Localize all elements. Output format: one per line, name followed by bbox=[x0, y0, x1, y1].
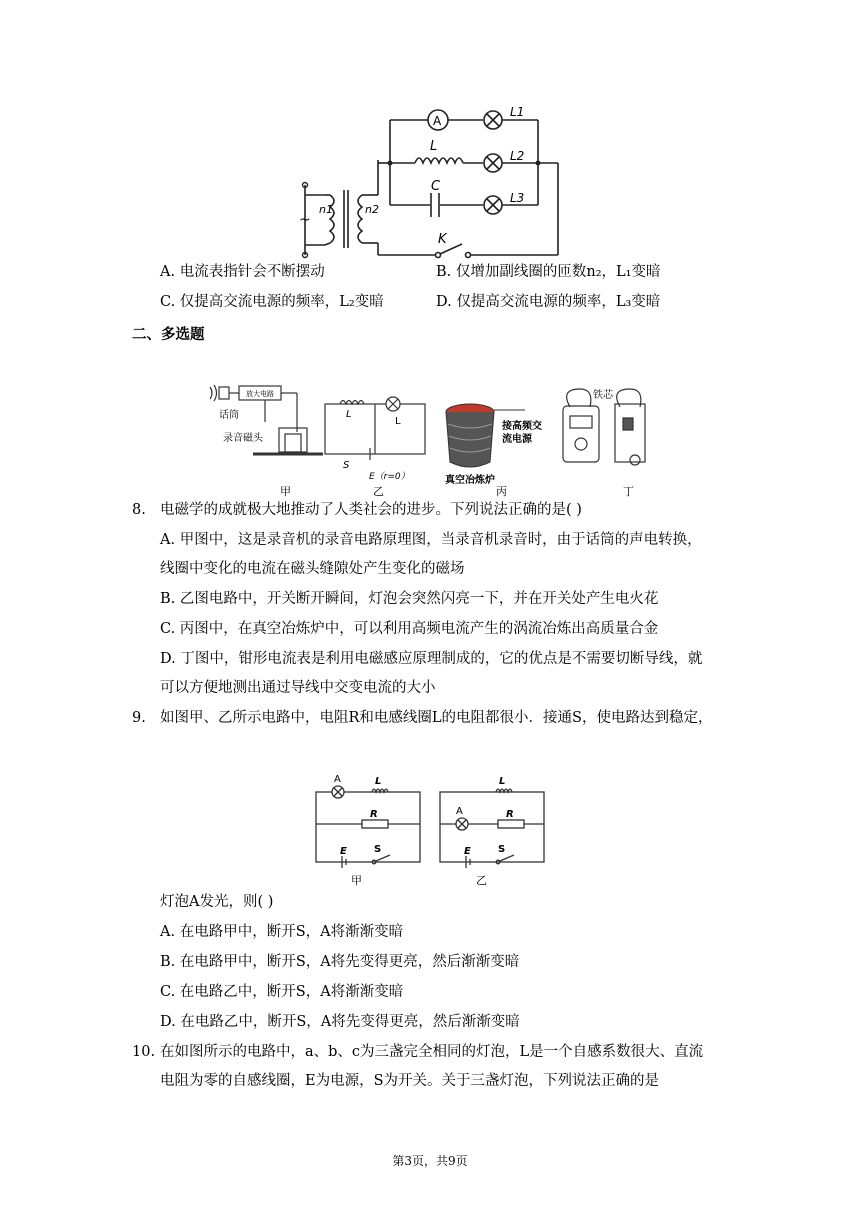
q7-option-b: B. 仅增加副线圈的匝数n₂，L₁变暗 bbox=[436, 264, 661, 280]
fig8-core-label: 铁芯 bbox=[593, 390, 613, 401]
n2-label: n2 bbox=[365, 203, 379, 216]
capacitor-label: C bbox=[431, 179, 441, 194]
q9-stem-continued: 灯泡A发光，则( ) bbox=[160, 894, 274, 910]
l3-label: L3 bbox=[510, 191, 525, 205]
fig9-yi-switch-label: S bbox=[498, 844, 506, 855]
fig9-yi-caption: 乙 bbox=[476, 874, 487, 887]
fig8-amp-label: 放大电路 bbox=[246, 390, 274, 398]
q10-line2: 电阻为零的自感线圈，E为电源，S为开关。关于三盏灯泡，下列说法正确的是 bbox=[160, 1073, 660, 1089]
q9-option-b: B. 在电路甲中，断开S，A将先变得更亮，然后渐渐变暗 bbox=[160, 954, 520, 970]
l1-label: L1 bbox=[510, 105, 525, 119]
fig9-yi-lamp-label: A bbox=[456, 806, 463, 817]
q7-option-d: D. 仅提高交流电源的频率，L₃变暗 bbox=[436, 294, 661, 310]
q8-option-a-line2: 线圈中变化的电流在磁头缝隙处产生变化的磁场 bbox=[160, 561, 465, 577]
q9-option-d: D. 在电路乙中，断开S，A将先变得更亮，然后渐渐变暗 bbox=[160, 1014, 520, 1030]
fig8-emf-label: E（r=0） bbox=[369, 472, 410, 482]
fig9-jia-lamp-label: A bbox=[334, 774, 341, 785]
q7-option-a: A. 电流表指针会不断摆动 bbox=[160, 264, 325, 280]
section-title: 二、多选题 bbox=[132, 327, 205, 343]
q10-line1: 在如图所示的电路中，a、b、c为三盏完全相同的灯泡，L是一个自感系数很大、直流 bbox=[160, 1044, 704, 1060]
fig9-jia-switch-label: S bbox=[374, 844, 382, 855]
q10-number: 10. bbox=[132, 1044, 156, 1060]
page-footer: 第3页，共9页 bbox=[392, 1154, 468, 1168]
l2-label: L2 bbox=[510, 149, 525, 163]
q8-option-d-line2: 可以方便地测出通过导线中交变电流的大小 bbox=[160, 680, 436, 696]
fig8-jia: 甲 bbox=[280, 485, 291, 498]
fig8-yi: 乙 bbox=[373, 485, 384, 498]
fig8-hf-label-2: 流电源 bbox=[502, 434, 532, 445]
fig8-head-label: 录音磁头 bbox=[223, 433, 263, 444]
fig8-mic-label: 话筒 bbox=[219, 410, 239, 421]
q8-option-b: B. 乙图电路中，开关断开瞬间，灯泡会突然闪亮一下，并在开关处产生电火花 bbox=[160, 591, 659, 607]
transformer-circuit-figure bbox=[290, 100, 570, 260]
ac-source-symbol: ~ bbox=[299, 212, 311, 228]
n1-label: n1 bbox=[319, 203, 333, 216]
fig9-jia-emf-label: E bbox=[340, 846, 347, 857]
rl-circuits-figure bbox=[310, 772, 550, 892]
fig8-switch-label: S bbox=[343, 460, 350, 471]
q8-option-c: C. 丙图中，在真空冶炼炉中，可以利用高频电流产生的涡流冶炼出高质量合金 bbox=[160, 621, 659, 637]
q8-number: 8. bbox=[132, 502, 146, 518]
fig8-ding: 丁 bbox=[623, 485, 634, 498]
inductor-label: L bbox=[430, 139, 438, 154]
ammeter-label: A bbox=[433, 114, 442, 128]
electromagnetism-four-figures bbox=[205, 382, 665, 502]
switch-label: K bbox=[438, 232, 447, 247]
fig9-jia-inductor-label: L bbox=[375, 776, 382, 787]
fig8-inductor-label: L bbox=[346, 409, 352, 420]
q8-option-d-line1: D. 丁图中，钳形电流表是利用电磁感应原理制成的，它的优点是不需要切断导线，就 bbox=[160, 651, 703, 667]
fig9-jia-caption: 甲 bbox=[351, 874, 362, 887]
fig9-yi-inductor-label: L bbox=[499, 776, 506, 787]
q9-option-a: A. 在电路甲中，断开S，A将渐渐变暗 bbox=[160, 924, 404, 940]
fig9-jia-resistor-label: R bbox=[370, 809, 378, 820]
fig8-hf-label: 接高频交 bbox=[502, 421, 542, 432]
q9-stem: 如图甲、乙所示电路中，电阻R和电感线圈L的电阻都很小．接通S，使电路达到稳定， bbox=[160, 710, 713, 726]
fig8-bing: 丙 bbox=[496, 485, 507, 498]
fig9-yi-emf-label: E bbox=[464, 846, 471, 857]
q7-option-c: C. 仅提高交流电源的频率，L₂变暗 bbox=[160, 294, 384, 310]
q9-option-c: C. 在电路乙中，断开S，A将渐渐变暗 bbox=[160, 984, 404, 1000]
q8-stem: 电磁学的成就极大地推动了人类社会的进步。下列说法正确的是( ) bbox=[160, 502, 582, 518]
q9-number: 9. bbox=[132, 710, 146, 726]
q8-option-a-line1: A. 甲图中，这是录音机的录音电路原理图，当录音机录音时，由于话筒的声电转换， bbox=[160, 532, 702, 548]
fig8-lamp-label: L bbox=[395, 416, 401, 427]
fig8-furnace-label: 真空冶炼炉 bbox=[445, 475, 495, 486]
fig9-yi-resistor-label: R bbox=[506, 809, 514, 820]
